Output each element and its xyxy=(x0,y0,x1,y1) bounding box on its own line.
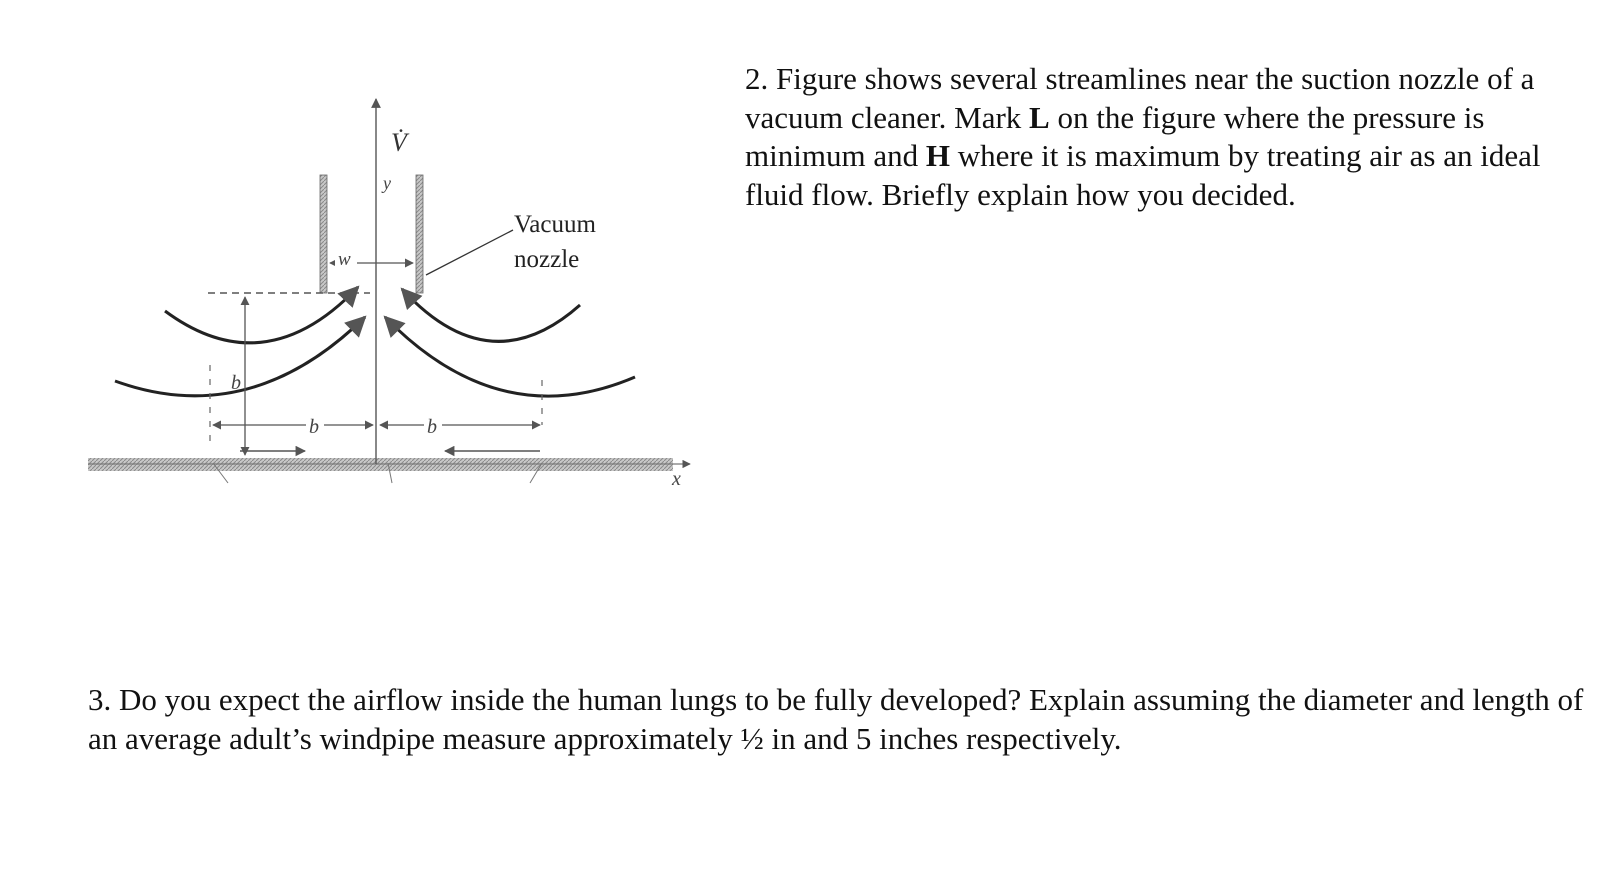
callout-label-vacuum: Vacuum xyxy=(514,211,596,238)
question-2-bold-H: H xyxy=(925,138,950,173)
b-right-label: b xyxy=(427,416,437,438)
streamline-left-inner xyxy=(165,287,358,343)
nozzle-right-wall xyxy=(416,175,423,293)
question-2 xyxy=(745,60,1585,214)
question-2-text-part2: on the figure where the pressure is minimum and xyxy=(745,99,1485,173)
nozzle-left-wall xyxy=(320,175,327,293)
x-label: x xyxy=(672,468,681,490)
question-2-text-part1: Figure shows several streamlines near the suction nozzle of a vacuum cleaner. Mark xyxy=(745,61,1535,135)
streamline-right-inner xyxy=(402,289,580,341)
question-2-bold-L: L xyxy=(1029,99,1050,135)
y-label: y xyxy=(383,173,391,193)
w-label: w xyxy=(338,249,351,270)
b-vertical-label: b xyxy=(231,372,241,394)
vacuum-nozzle-figure xyxy=(80,85,730,515)
vdot-label: V̇ xyxy=(391,128,407,157)
question-3: 3. Do you expect the airflow inside the human lungs to be fully developed? Explain assuming the diameter and length of an average adult’s windpipe measure approximately ½ in and 5 inches respectively. xyxy=(88,682,1584,756)
callout-label-nozzle: nozzle xyxy=(514,246,580,273)
question-2-text-part3: where it is maximum by treating air as an ideal fluid flow. Briefly explain how you decided. xyxy=(745,138,1541,212)
streamline-right-outer xyxy=(385,317,635,396)
callout-leader-line xyxy=(426,230,513,275)
b-left-label: b xyxy=(309,416,319,438)
question-2-number: 2. xyxy=(745,61,769,96)
